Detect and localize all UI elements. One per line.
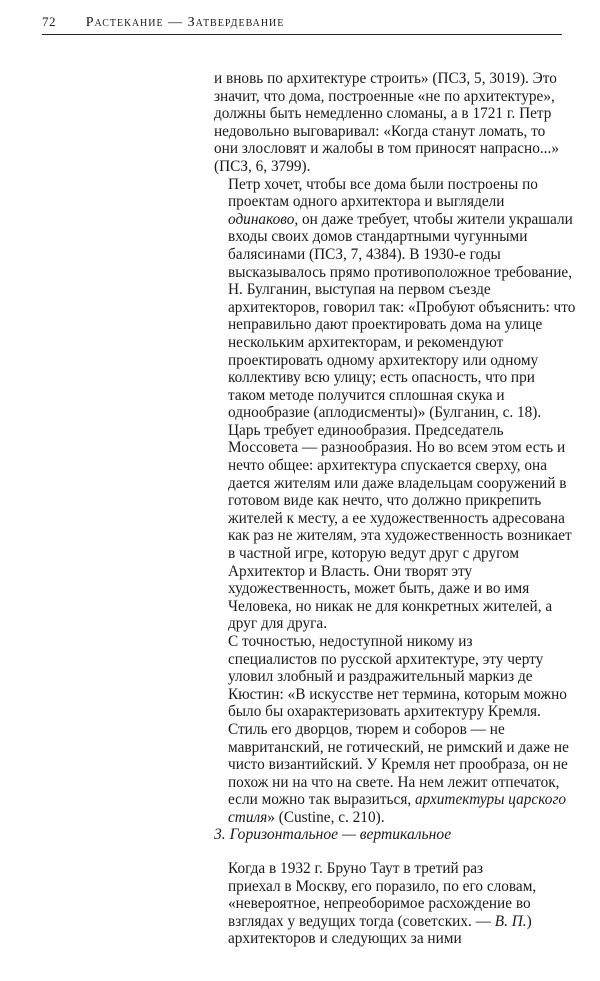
text-line: Петр хочет, чтобы все дома были построены по — [228, 175, 538, 193]
text-line: архитекторов и следующих за ними — [228, 930, 462, 948]
emphasis-architecture: архитектуры царского — [415, 791, 567, 809]
paragraph-4 — [214, 633, 569, 827]
text-line: однообразие (аплодисменты)» (Булганин, с. 18). — [228, 404, 542, 422]
text-fragment: он даже требует, чтобы жители украшали — [298, 210, 573, 228]
section-text-column — [214, 860, 560, 948]
text-fragment: взглядах у ведущих тогда (советских. — — [228, 912, 495, 930]
text-line — [214, 809, 560, 827]
text-line — [214, 913, 560, 931]
text-line — [214, 210, 573, 229]
text-line: недовольно выговаривал: «Когда станут ломать, то — [214, 122, 546, 140]
text-line: должны быть немедленно сломаны, а в 1721 г. Петр — [214, 105, 552, 123]
text-line: Стиль его дворцов, тюрем и соборов — не — [228, 720, 505, 738]
text-line: проектам одного архитектора и выглядели — [228, 193, 505, 211]
text-line: приехал в Москву, его поразило, по его словам, — [228, 877, 537, 895]
text-line: (ПСЗ, 6, 3799). — [214, 157, 311, 175]
text-line: дается жителям или даже владельцам сооружений в — [228, 474, 567, 492]
text-line — [214, 791, 567, 809]
text-line: Человека, но никак не для конкретных жителей, а — [228, 597, 553, 615]
text-line: «невероятное, непреоборимое расхождение во — [228, 895, 531, 913]
text-line: проектировать одному архитектору или одному — [228, 351, 539, 369]
text-line: значит, что дома, построенные «не по архитектуре», — [214, 87, 555, 105]
text-line: нечто общее: архитектура спускается сверху, она — [228, 457, 548, 475]
text-line: Кюстин: «В искусстве нет термина, которым можно — [228, 685, 567, 703]
paragraph-5 — [214, 860, 560, 948]
text-line: Моссовета — разнообразия. Но во всем этом есть и — [228, 439, 566, 457]
text-line: было бы охарактеризовать архитектуру Кремля. — [228, 703, 541, 721]
emphasis-odinakovo: одинаково, — [228, 210, 299, 228]
paragraph-1 — [214, 70, 560, 176]
text-line: художественность, может быть, даже и во имя — [228, 580, 530, 598]
text-line: С точностью, недоступной никому из — [228, 633, 473, 650]
page-number: 72 — [42, 14, 56, 29]
section-title: 3. Горизонтальное — вертикальное — [214, 826, 452, 843]
running-title: Растекание — Затвердевание — [85, 15, 285, 30]
text-line: похож ни на что на свете. На нем лежит отпечаток, — [228, 773, 560, 791]
text-line: коллективу всю улицу; есть опасность, что при — [228, 369, 535, 387]
text-line: как раз не жителям, эта художественность возникает — [228, 527, 572, 545]
text-line: Архитектор и Власть. Они творят эту — [228, 562, 473, 580]
text-line: в частной игре, которую ведут друг с другом — [228, 545, 520, 563]
paragraph-2 — [214, 175, 576, 422]
text-line: они злословят и жалобы в том приносят напрасно...» — [214, 140, 559, 158]
text-line: жителей к месту, а ее художественность адресована — [228, 509, 565, 527]
text-fragment: ) — [526, 912, 532, 930]
text-fragment: если можно так выразиться, — [228, 791, 415, 809]
text-line: архитекторов, говорил так: «Пробуют объяснить: что — [228, 298, 576, 316]
text-line: таком методе получится сплошная скука и — [228, 386, 505, 404]
text-line: готовом виде как нечто, что должно прикрепить — [228, 492, 542, 510]
text-line: специалистов по русской архитектуре, эту черту — [228, 650, 544, 668]
emphasis-style: стиля — [228, 808, 268, 826]
text-line: Когда в 1932 г. Бруно Таут в третий раз — [228, 860, 484, 877]
text-line: нескольким архитекторам, и рекомендуют — [228, 333, 504, 351]
text-line: и вновь по архитектуре строить» (ПСЗ, 5, 3019). Это — [214, 70, 557, 87]
text-line: балясинами (ПСЗ, 7, 4384). В 1930-е годы — [228, 245, 501, 263]
paragraph-3 — [214, 421, 572, 633]
text-line: высказывалось прямо противоположное требование, — [228, 263, 573, 281]
text-line: мавританский, не готический, не римский и даже не — [228, 738, 569, 756]
text-fragment: » (Custine, с. 210). — [267, 808, 385, 826]
text-line: входы своих домов стандартными чугунными — [228, 228, 528, 246]
emphasis-initials: В. П. — [494, 912, 527, 930]
text-line: Н. Булганин, выступая на первом съезде — [228, 281, 491, 299]
text-line: друг для друга. — [228, 615, 328, 633]
text-line: Царь требует единообразия. Председатель — [228, 421, 504, 439]
main-text-column — [214, 70, 576, 827]
text-line: чисто византийский. У Кремля нет прообраза, он не — [228, 756, 568, 774]
text-line: неправильно дают проектировать дома на улице — [228, 316, 543, 334]
running-header — [42, 12, 562, 35]
text-line: уловил злобный и раздражительный маркиз де — [228, 668, 533, 686]
